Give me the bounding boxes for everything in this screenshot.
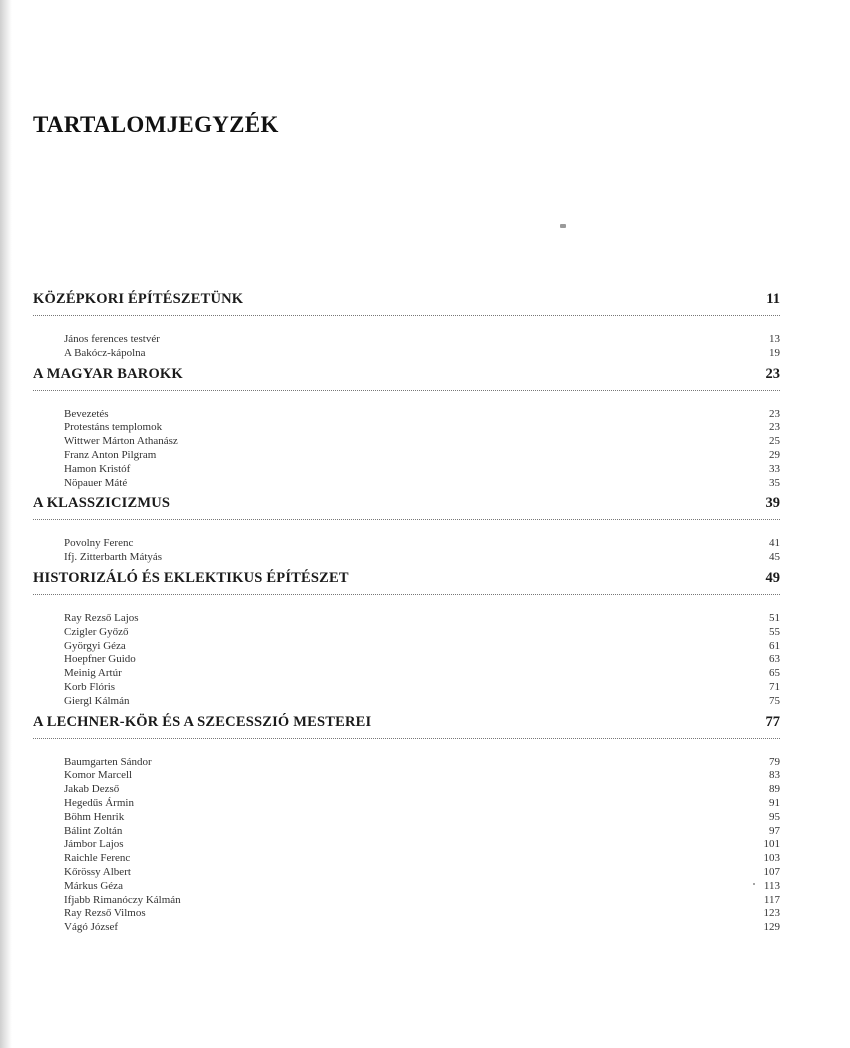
toc-entry[interactable] xyxy=(64,551,780,565)
section-page-number: 49 xyxy=(765,569,780,586)
toc-entry[interactable] xyxy=(64,667,780,681)
entry-label: Hoepfner Guido xyxy=(64,653,136,666)
toc-entry[interactable] xyxy=(64,695,780,709)
toc-section xyxy=(33,714,780,940)
entry-page-number: 51 xyxy=(769,611,780,624)
page-binding-shadow xyxy=(0,0,12,1048)
entry-page-number: 65 xyxy=(769,667,780,680)
entry-label: Hamon Kristóf xyxy=(64,462,131,475)
entry-page-number: 123 xyxy=(763,907,780,920)
section-title: KÖZÉPKORI ÉPÍTÉSZETÜNK xyxy=(33,291,244,307)
toc-section xyxy=(33,570,780,714)
entry-list xyxy=(33,520,780,570)
entry-list xyxy=(33,316,780,366)
section-page-number: 77 xyxy=(765,713,780,730)
entry-page-number: 23 xyxy=(769,421,780,434)
entry-label: Meinig Artúr xyxy=(64,667,122,680)
section-heading[interactable] xyxy=(33,570,780,595)
entry-list xyxy=(33,391,780,496)
entry-label: Jakab Dezső xyxy=(64,783,120,796)
entry-page-number: 55 xyxy=(769,625,780,638)
entry-page-number: 29 xyxy=(769,448,780,461)
entry-page-number: 117 xyxy=(763,893,780,906)
print-speck xyxy=(560,224,566,228)
section-title: HISTORIZÁLÓ ÉS EKLEKTIKUS ÉPÍTÉSZET xyxy=(33,569,349,586)
entry-page-number: 129 xyxy=(763,921,780,934)
entry-page-number: 35 xyxy=(769,476,780,489)
toc-entry[interactable] xyxy=(64,612,780,626)
entry-page-number: 103 xyxy=(763,852,780,865)
entry-page-number: 45 xyxy=(769,551,780,564)
toc-entry[interactable] xyxy=(64,866,780,880)
section-heading[interactable] xyxy=(33,495,780,520)
entry-page-number: 95 xyxy=(769,810,780,823)
entry-label: Kőrössy Albert xyxy=(64,865,131,878)
entry-label: Böhm Henrik xyxy=(64,810,125,823)
entry-page-number: 41 xyxy=(769,537,780,550)
toc-entry[interactable] xyxy=(64,769,780,783)
entry-page-number: 13 xyxy=(769,333,780,345)
toc-entry[interactable] xyxy=(64,681,780,695)
entry-label: Czigler Győző xyxy=(64,625,129,638)
entry-label: Raichle Ferenc xyxy=(64,852,131,865)
entry-page-number: 101 xyxy=(763,838,780,851)
section-page-number: 23 xyxy=(765,365,780,382)
entry-label: Jámbor Lajos xyxy=(64,838,124,851)
toc-entry[interactable] xyxy=(64,537,780,551)
toc-entry[interactable] xyxy=(64,640,780,654)
entry-label: Komor Marcell xyxy=(64,769,133,782)
entry-label: Ray Rezső Vilmos xyxy=(64,907,146,920)
section-title: A LECHNER-KÖR ÉS A SZECESSZIÓ MESTEREI xyxy=(33,713,372,730)
toc-entry[interactable] xyxy=(64,626,780,640)
entry-page-number: 107 xyxy=(763,865,780,878)
entry-label: Györgyi Géza xyxy=(64,639,126,652)
entry-page-number: 19 xyxy=(769,346,780,359)
entry-label: Korb Flóris xyxy=(64,680,116,693)
entry-page-number: 25 xyxy=(769,435,780,448)
entry-label: Ifj. Zitterbarth Mátyás xyxy=(64,551,163,564)
toc-entry[interactable] xyxy=(64,449,780,463)
toc-entry[interactable] xyxy=(64,880,780,894)
entry-page-number: 75 xyxy=(769,694,780,707)
toc-entry[interactable] xyxy=(64,756,780,770)
entry-page-number: 89 xyxy=(769,783,780,796)
entry-label: A Bakócz-kápolna xyxy=(64,346,146,359)
toc-entry[interactable] xyxy=(64,333,780,347)
toc-entry[interactable] xyxy=(64,408,780,422)
entry-label: Povolny Ferenc xyxy=(64,537,134,550)
entry-page-number: 83 xyxy=(769,769,780,782)
entry-label: Bevezetés xyxy=(64,407,109,420)
toc-section xyxy=(33,291,780,366)
toc-entry[interactable] xyxy=(64,347,780,361)
toc-entry[interactable] xyxy=(64,811,780,825)
page-title: TARTALOMJEGYZÉK xyxy=(33,112,279,137)
section-heading[interactable] xyxy=(33,366,780,391)
entry-page-number: 79 xyxy=(769,755,780,768)
entry-list xyxy=(33,739,780,940)
toc-entry[interactable] xyxy=(64,435,780,449)
entry-page-number: 91 xyxy=(769,796,780,809)
toc-entry[interactable] xyxy=(64,463,780,477)
toc-section xyxy=(33,366,780,496)
entry-label: Ray Rezső Lajos xyxy=(64,611,139,624)
toc-entry[interactable] xyxy=(64,477,780,491)
entry-label: Giergl Kálmán xyxy=(64,694,130,707)
entry-label: János ferences testvér xyxy=(64,333,160,345)
toc-entry[interactable] xyxy=(64,921,780,935)
table-of-contents xyxy=(33,291,780,940)
entry-label: Wittwer Márton Athanász xyxy=(64,435,178,448)
entry-label: Ifjabb Rimanóczy Kálmán xyxy=(64,893,181,906)
toc-entry[interactable] xyxy=(64,838,780,852)
entry-page-number: 71 xyxy=(769,680,780,693)
entry-label: Bálint Zoltán xyxy=(64,824,123,837)
entry-list xyxy=(33,595,780,714)
section-heading[interactable] xyxy=(33,714,780,739)
toc-entry[interactable] xyxy=(64,894,780,908)
entry-page-number: 61 xyxy=(769,639,780,652)
entry-label: Hegedűs Ármin xyxy=(64,796,134,809)
entry-label: Márkus Géza xyxy=(64,879,123,892)
toc-entry[interactable] xyxy=(64,907,780,921)
entry-label: Nöpauer Máté xyxy=(64,476,128,489)
section-heading[interactable] xyxy=(33,291,780,316)
section-page-number: 39 xyxy=(765,495,780,512)
entry-page-number: 63 xyxy=(769,653,780,666)
section-title: A MAGYAR BAROKK xyxy=(33,365,183,382)
entry-page-number: 97 xyxy=(769,824,780,837)
entry-label: Protestáns templomok xyxy=(64,421,163,434)
entry-page-number: 33 xyxy=(769,462,780,475)
toc-entry[interactable] xyxy=(64,825,780,839)
entry-page-number: 23 xyxy=(769,407,780,420)
entry-page-number: 113 xyxy=(763,879,780,892)
toc-entry[interactable] xyxy=(64,783,780,797)
toc-entry[interactable] xyxy=(64,421,780,435)
toc-entry[interactable] xyxy=(64,797,780,811)
toc-entry[interactable] xyxy=(64,653,780,667)
entry-label: Vágó József xyxy=(64,921,119,934)
section-title: A KLASSZICIZMUS xyxy=(33,495,171,512)
entry-label: Baumgarten Sándor xyxy=(64,755,152,768)
toc-section xyxy=(33,495,780,570)
section-page-number: 11 xyxy=(766,291,780,307)
entry-label: Franz Anton Pilgram xyxy=(64,448,157,461)
toc-entry[interactable] xyxy=(64,852,780,866)
